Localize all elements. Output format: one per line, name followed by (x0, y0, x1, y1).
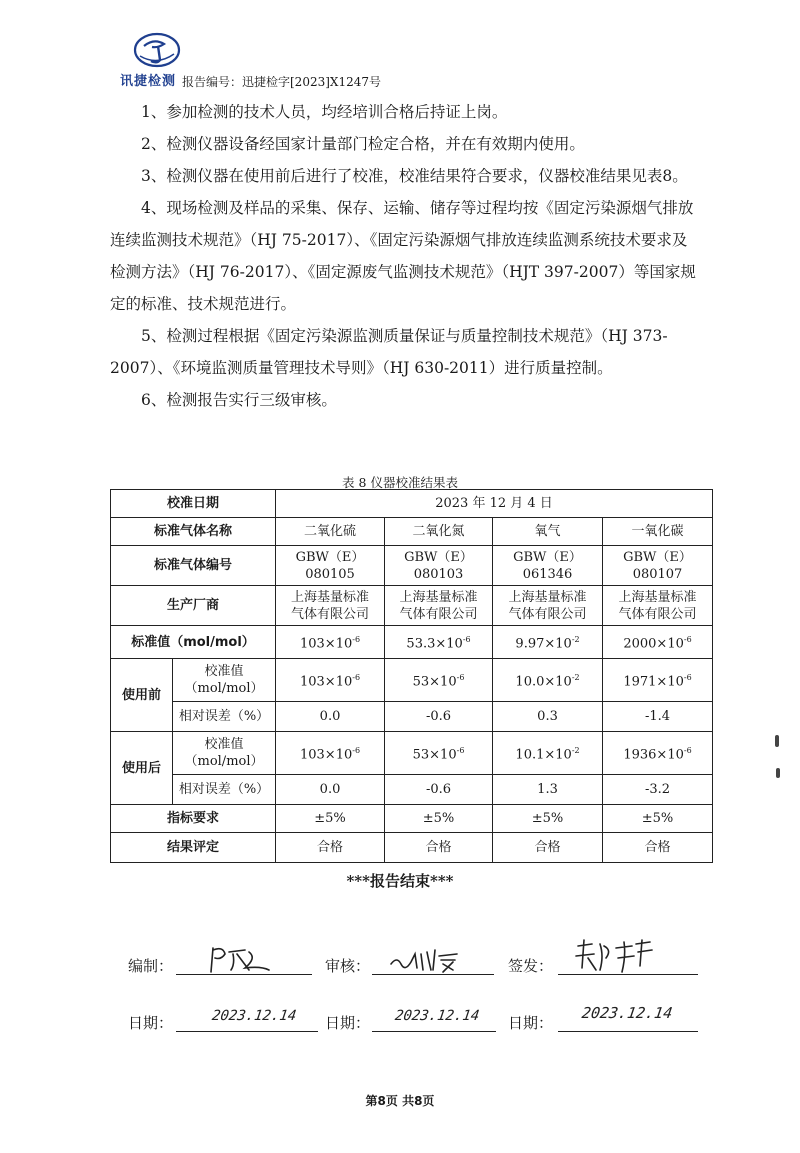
before-cal-value: $103\times 10^{-6}$ (276, 659, 385, 702)
result-value: 合格 (385, 833, 493, 863)
maker-cell (493, 586, 603, 626)
quality-assurance-notes (110, 96, 700, 416)
result-value: 合格 (493, 833, 603, 863)
gas-no-line1: GBW（E） (513, 549, 582, 565)
requirement-value: ±5% (493, 805, 603, 833)
before-err: 0.3 (493, 702, 603, 732)
gas-no-line1: GBW（E） (623, 549, 692, 565)
table-row (111, 732, 713, 775)
std-value: $53.3\times 10^{-6}$ (385, 626, 493, 659)
date-label-1: 日期： (128, 1014, 174, 1032)
table-row (111, 805, 713, 833)
gas-name-so2: 二氧化硫 (276, 518, 385, 546)
date-handwritten-2: 2023.12.14 (393, 1008, 481, 1024)
maker-line1: 上海基量标准 (508, 589, 587, 605)
review-signature (385, 944, 475, 976)
scan-mark (775, 735, 779, 747)
page-footer: 第8页 共8页 (365, 1094, 435, 1108)
table-row (111, 490, 713, 518)
rel-err-label: 相对误差（%） (173, 775, 276, 805)
issue-signature (572, 936, 662, 976)
note-1: 1、参加检测的技术人员，均经培训合格后持证上岗。 (141, 103, 508, 121)
gas-no-cell (493, 546, 603, 586)
gas-no-cell (603, 546, 713, 586)
maker-cell (385, 586, 493, 626)
result-value: 合格 (276, 833, 385, 863)
note-5: 5、检测过程根据《固定污染源监测质量保证与质量控制技术规范》（HJ 373-2007）、《环境监测质量管理技术导则》（HJ 630-2011）进行质量控制。 (110, 327, 668, 377)
scan-mark (776, 768, 780, 778)
date-line-2 (372, 1031, 496, 1032)
after-err: 0.0 (276, 775, 385, 805)
logo-text: 讯捷检测 (120, 74, 177, 89)
requirement-label: 指标要求 (111, 805, 276, 833)
result-label: 结果评定 (111, 833, 276, 863)
before-err: -0.6 (385, 702, 493, 732)
before-cal-value: $10.0\times 10^{-2}$ (493, 659, 603, 702)
table-row (111, 626, 713, 659)
table-row (111, 775, 713, 805)
before-use-label: 使用前 (111, 659, 173, 732)
review-label: 审核： (325, 957, 371, 975)
after-cal-value: $103\times 10^{-6}$ (276, 732, 385, 775)
note-3: 3、检测仪器在使用前后进行了校准，校准结果符合要求，仪器校准结果见表8。 (141, 167, 688, 185)
after-cal-value: $1936\times 10^{-6}$ (603, 732, 713, 775)
maker-line1: 上海基量标准 (618, 589, 697, 605)
date-line-1 (176, 1031, 318, 1032)
maker-line2: 气体有限公司 (291, 606, 370, 622)
before-cal-value: $53\times 10^{-6}$ (385, 659, 493, 702)
editor-signature (205, 944, 275, 976)
std-value: $2000\times 10^{-6}$ (603, 626, 713, 659)
gas-name-co: 一氧化碳 (603, 518, 713, 546)
report-end-mark: ***报告结束*** (346, 872, 454, 890)
table-caption: 表 8 仪器校准结果表 (342, 475, 458, 490)
gas-no-cell (385, 546, 493, 586)
gas-no-line1: GBW（E） (295, 549, 365, 565)
table-row (111, 833, 713, 863)
after-err: -3.2 (603, 775, 713, 805)
issue-label: 签发： (508, 957, 554, 975)
date-label-3: 日期： (508, 1014, 554, 1032)
table-row (111, 518, 713, 546)
result-value: 合格 (603, 833, 713, 863)
report-number: 报告编号：迅捷检字[2023]X1247号 (182, 75, 381, 89)
gas-name-no2: 二氧化氮 (385, 518, 493, 546)
calibration-table (110, 489, 713, 863)
before-err: -1.4 (603, 702, 713, 732)
after-use-label: 使用后 (111, 732, 173, 805)
gas-no-line2: 080105 (305, 566, 355, 582)
maker-cell (603, 586, 713, 626)
date-label-2: 日期： (325, 1014, 371, 1032)
requirement-value: ±5% (603, 805, 713, 833)
gas-no-line2: 080103 (413, 566, 464, 582)
date-handwritten-1: 2023.12.14 (210, 1008, 298, 1024)
cal-date-label: 校准日期 (111, 490, 276, 518)
gas-name-label: 标准气体名称 (111, 518, 276, 546)
gas-no-line1: GBW（E） (404, 549, 473, 565)
rel-err-label: 相对误差（%） (173, 702, 276, 732)
cal-date-value: 2023 年 12 月 4 日 (276, 490, 713, 518)
maker-line1: 上海基量标准 (399, 589, 478, 605)
date-line-3 (558, 1031, 698, 1032)
note-6: 6、检测报告实行三级审核。 (141, 391, 337, 409)
after-err: -0.6 (385, 775, 493, 805)
note-4: 4、现场检测及样品的采集、保存、运输、储存等过程均按《固定污染源烟气排放连续监测技术规范》（HJ 75-2017）、《固定污染源烟气排放连续监测系统技术要求及检测方法》（HJ 76-2017）、《固定源废气监测技术规范》（HJT 397-2007）等国家规定的标准、技术规范进行。 (110, 199, 696, 313)
table-row (111, 546, 713, 586)
date-handwritten-3: 2023.12.14 (580, 1004, 674, 1022)
cal-value-label: 校准值 （mol/mol） (173, 659, 276, 702)
company-logo (132, 30, 182, 70)
gas-no-line2: 061346 (522, 566, 573, 582)
after-err: 1.3 (493, 775, 603, 805)
after-cal-value: $53\times 10^{-6}$ (385, 732, 493, 775)
gas-no-cell (276, 546, 385, 586)
std-value: $9.97\times 10^{-2}$ (493, 626, 603, 659)
requirement-value: ±5% (276, 805, 385, 833)
table-row (111, 702, 713, 732)
gas-no-line2: 080107 (632, 566, 683, 582)
maker-line2: 气体有限公司 (399, 606, 478, 622)
requirement-value: ±5% (385, 805, 493, 833)
note-2: 2、检测仪器设备经国家计量部门检定合格，并在有效期内使用。 (141, 135, 585, 153)
maker-label: 生产厂商 (111, 586, 276, 626)
std-value: $103\times 10^{-6}$ (276, 626, 385, 659)
editor-label: 编制： (128, 957, 174, 975)
cal-value-label: 校准值 （mol/mol） (173, 732, 276, 775)
before-cal-value: $1971\times 10^{-6}$ (603, 659, 713, 702)
before-err: 0.0 (276, 702, 385, 732)
maker-line2: 气体有限公司 (508, 606, 587, 622)
maker-line2: 气体有限公司 (618, 606, 697, 622)
gas-no-label: 标准气体编号 (111, 546, 276, 586)
after-cal-value: $10.1\times 10^{-2}$ (493, 732, 603, 775)
maker-cell (276, 586, 385, 626)
std-value-label: 标准值（mol/mol） (111, 626, 276, 659)
table-row (111, 659, 713, 702)
gas-name-o2: 氧气 (493, 518, 603, 546)
table-row (111, 586, 713, 626)
maker-line1: 上海基量标准 (291, 589, 370, 605)
